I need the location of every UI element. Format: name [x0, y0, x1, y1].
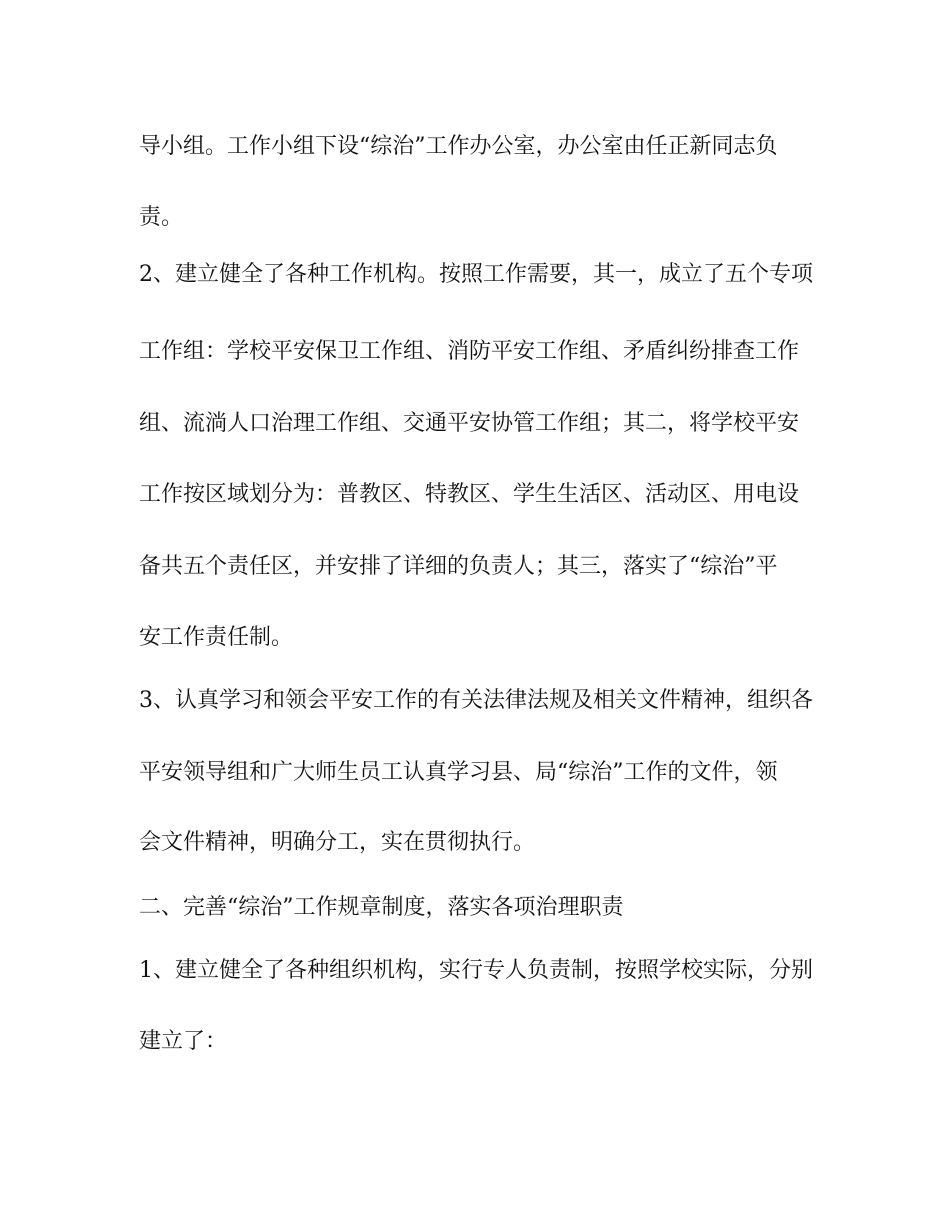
text-line: 安工作责任制。	[139, 625, 294, 650]
text-line: 责。	[139, 205, 184, 230]
text-line: 1、建立健全了各种组织机构，实行专人负责制，按照学校实际，分别	[139, 958, 813, 983]
text-line: 会文件精神，明确分工，实在贯彻执行。	[139, 830, 536, 855]
text-line: 2、建立健全了各种工作机构。按照工作需要，其一，成立了五个专项	[139, 262, 813, 287]
text-line: 工作组：学校平安保卫工作组、消防平安工作组、矛盾纠纷排查工作	[139, 339, 800, 364]
text-line: 建立了：	[139, 1029, 228, 1054]
text-line: 平安领导组和广大师生员工认真学习县、局“综治”工作的文件，领	[139, 760, 778, 785]
text-line: 导小组。工作小组下设“综治”工作办公室，办公室由任正新同志负	[139, 134, 778, 159]
text-line: 备共五个责任区，并安排了详细的负责人；其三，落实了“综治”平	[139, 554, 778, 579]
section-heading: 二、完善“综治”工作规章制度，落实各项治理职责	[139, 895, 624, 920]
text-line: 组、流淌人口治理工作组、交通平安协管工作组；其二，将学校平安	[139, 411, 800, 436]
text-line: 3、认真学习和领会平安工作的有关法律法规及相关文件精神，组织各	[139, 688, 813, 713]
text-line: 工作按区域划分为：普教区、特教区、学生生活区、活动区、用电设	[139, 482, 800, 507]
